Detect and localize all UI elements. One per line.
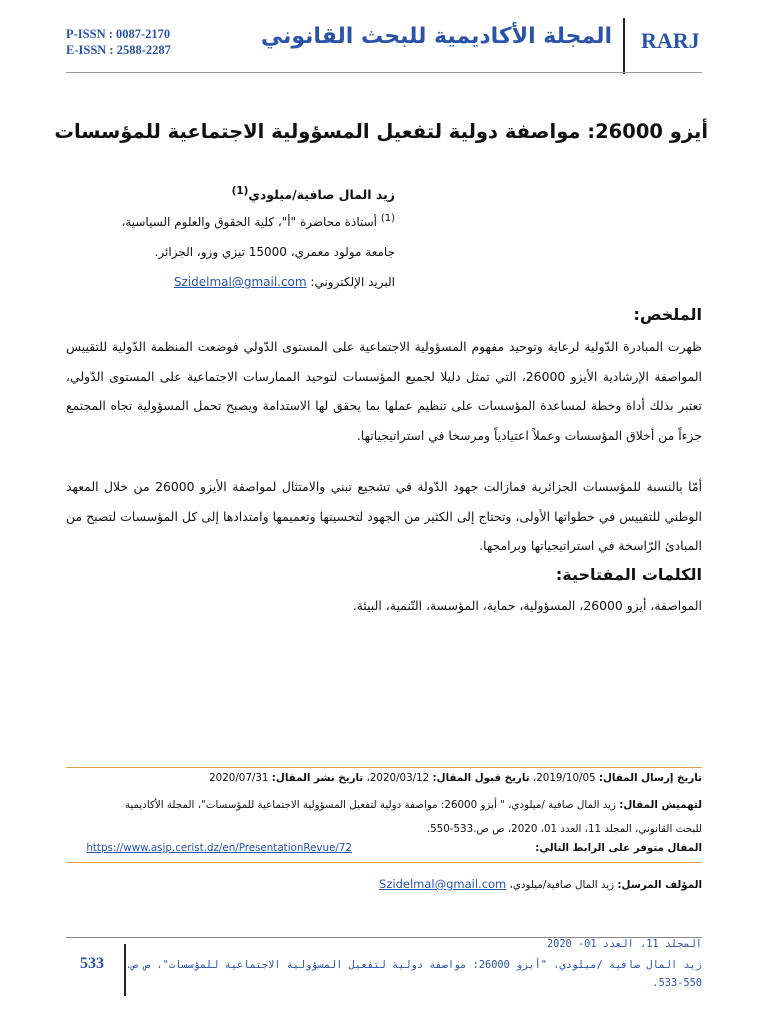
article-title: أيزو 26000: مواصفة دولية لتفعيل المسؤولية الاجتماعية للمؤسسات [54, 120, 708, 143]
affiliation-line-2: جامعة مولود معمري، 15000 تيزي وزو، الجزائر. [154, 245, 395, 259]
citation-line-1 [125, 799, 702, 811]
footer-citation-line: زيد المال صافية /ميلودي، "أيزو 26000: مواصفة دولية لتفعيل المسؤولية الاجتماعية للمؤسسات"، ص ص. [125, 959, 702, 971]
sent-date: 2019/10/05 [536, 772, 596, 784]
journal-title: المجلة الأكاديمية للبحث القانوني [260, 24, 612, 49]
meta-top-rule [66, 767, 702, 768]
journal-acronym: RARJ [641, 28, 700, 53]
corresponding-name: زيد المال صافية/ميلودي، [509, 879, 615, 891]
published-label: تاريخ نشر المقال: [271, 772, 364, 784]
issn-block [66, 26, 171, 58]
keywords-heading: الكلمات المفتاحية: [555, 565, 702, 584]
accepted-date: 2020/03/12 [369, 772, 430, 784]
author-name [232, 185, 395, 202]
e-issn: E-ISSN : 2588-2287 [66, 43, 171, 57]
author-email-link[interactable]: Szidelmal@gmail.com [173, 275, 307, 289]
article-url-line [86, 842, 702, 854]
email-label: البريد الإلكتروني: [310, 275, 395, 289]
author-affiliation [121, 213, 395, 229]
url-label: المقال متوفر على الرابط التالي: [535, 842, 702, 854]
author-email-line [174, 275, 395, 289]
abstract-paragraph-1: ظهرت المبادرة الدّولية لرعاية وتوحيد مفهوم المسؤولية الاجتماعية على المستوى الدّولي فوضعت المنظمة الدّولية للتقييس المواصفة الإرشادية الأيزو 26000، التي تمثل دليلا لجميع المؤسسات لتوحيد الممارسات الاجتماعية على المستوى الدّولي، تعتبر بذلك أداة وخطة لمساعدة المؤسسات على تنظيم عملها بما يحقق لها الاستدامة ويصبح تحمل المسؤولية تجاه المجتمع جزءاً من أخلاق المؤسسات وعملاً اعتيادياً ومرسخا في استراتيجياتها. [66, 339, 702, 443]
sent-label: تاريخ إرسال المقال: [598, 772, 702, 784]
p-issn: P-ISSN : 0087-2170 [66, 27, 171, 41]
abstract-heading: الملخص: [633, 305, 702, 324]
citation-text-1: زيد المال صافية /ميلودي، " أيزو 26000: مواصفة دولية لتفعيل المسؤولية الاجتماعية للمؤسسات"، المجلة الأكاديمية [124, 799, 616, 811]
citation-label: لتهميش المقال: [619, 799, 702, 811]
article-url-link[interactable]: https://www.asjp.cerist.dz/en/PresentationRevue/72 [86, 842, 352, 854]
affiliation-line-1: أستاذة محاضرة "أ"، كلية الحقوق والعلوم السياسية، [121, 215, 377, 229]
accepted-label: تاريخ قبول المقال: [432, 772, 530, 784]
corresponding-author [379, 877, 702, 891]
affiliation-footnote-mark: (1) [380, 213, 395, 224]
header-divider [623, 18, 625, 74]
abstract-paragraph-2: أمّا بالنسبة للمؤسسات الجزائرية فمازالت جهود الدّولة في تشجيع تبني والامتثال لمواصفة الأيزو 26000 من خلال المعهد الوطني للتقييس في خطواتها الأولى، وتحتاج إلى الكثير من الجهود لتحسينها وتعميمها وامتدادها إلى كل المؤسسات لتصبح من المبادئ الرّاسخة في استراتيجياتها وبرامجها. [66, 479, 703, 553]
footer-pages-line: 533-550. [652, 977, 702, 989]
meta-bottom-rule [66, 862, 702, 863]
corresponding-label: المؤلف المرسل: [617, 879, 702, 891]
corresponding-email-link[interactable]: Szidelmal@gmail.com [379, 877, 507, 891]
citation-line-2: للبحث القانوني، المجلد 11، العدد 01، 2020، ص ص.533-550. [426, 823, 702, 835]
article-dates: تاريخ إرسال المقال: 2019/10/05، تاريخ قبول المقال: 2020/03/12، تاريخ نشر المقال: 2020/07/31 [209, 772, 702, 784]
author-name-text: زيد المال صافية/ميلودي [248, 187, 395, 203]
page-number: 533 [80, 955, 104, 972]
footer-volume-line: المجلد 11، العدد 01- 2020 [546, 938, 702, 950]
header-rule [66, 72, 702, 73]
keywords-text: المواصفة، أيزو 26000، المسؤولية، حماية، المؤسسة، التّنمية، البيئة. [352, 598, 702, 613]
author-footnote-mark: (1) [231, 185, 249, 197]
published-date: 2020/07/31 [209, 772, 269, 784]
